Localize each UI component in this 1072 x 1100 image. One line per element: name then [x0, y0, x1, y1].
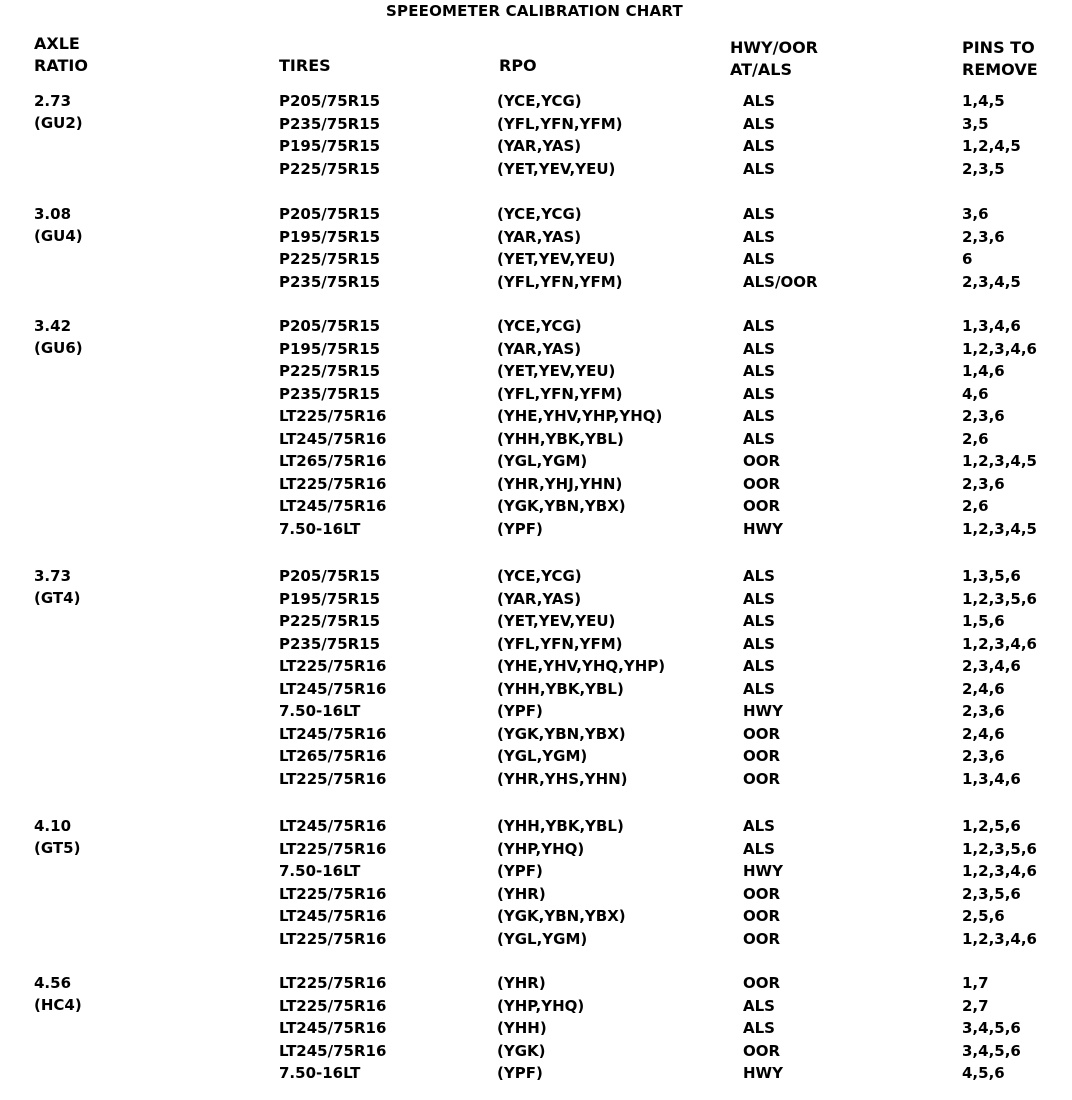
- table-row: [0, 271, 1072, 293]
- pins-cell: 1,2,3,5,6: [962, 589, 1037, 608]
- table-row: [0, 905, 1072, 927]
- hwy-oor-cell: ALS/OOR: [743, 272, 818, 291]
- table-row: [0, 158, 1072, 180]
- tire-cell: P205/75R15: [279, 317, 381, 335]
- table-row: [0, 972, 1072, 994]
- pins-cell: 1,2,3,4,5: [962, 519, 1037, 538]
- axle-ratio-code: (GU2): [34, 114, 83, 132]
- pins-cell: 4,6: [962, 384, 989, 403]
- table-row: [0, 315, 1072, 337]
- pins-cell: 1,7: [962, 974, 989, 992]
- rpo-cell: (YGK,YBN,YBX): [497, 724, 626, 743]
- table-row: [0, 405, 1072, 427]
- tire-cell: LT265/75R16: [279, 747, 387, 765]
- tire-cell: P195/75R15: [279, 137, 381, 155]
- rpo-cell: (YGK): [497, 1041, 546, 1060]
- header-axle-line1: AXLE: [34, 34, 80, 53]
- rpo-cell: (YHR): [497, 974, 546, 992]
- hwy-oor-cell: ALS: [743, 317, 775, 335]
- tire-cell: P195/75R15: [279, 589, 381, 608]
- tire-cell: LT245/75R16: [279, 817, 387, 835]
- table-row: [0, 860, 1072, 882]
- rpo-cell: (YHP,YHQ): [497, 839, 585, 858]
- table-row: [0, 768, 1072, 790]
- tire-cell: 7.50-16LT: [279, 862, 361, 880]
- pins-cell: 2,3,4,5: [962, 272, 1021, 291]
- tire-cell: 7.50-16LT: [279, 702, 361, 720]
- pins-cell: 1,5,6: [962, 612, 1005, 630]
- hwy-oor-cell: OOR: [743, 884, 781, 903]
- tire-cell: P195/75R15: [279, 339, 381, 358]
- pins-cell: 1,2,3,4,5: [962, 452, 1037, 470]
- hwy-oor-cell: ALS: [743, 114, 775, 133]
- table-row: [0, 450, 1072, 472]
- tire-cell: LT245/75R16: [279, 1019, 387, 1037]
- rpo-cell: (YPF): [497, 702, 543, 720]
- pins-cell: 1,2,3,4,6: [962, 339, 1037, 358]
- rpo-cell: (YET,YEV,YEU): [497, 250, 616, 268]
- pins-cell: 2,6: [962, 429, 989, 448]
- header-pins-to-remove: [962, 37, 1038, 81]
- table-row: [0, 883, 1072, 905]
- axle-ratio-code: (GU6): [34, 339, 83, 357]
- hwy-oor-cell: OOR: [743, 1041, 781, 1060]
- hwy-oor-cell: ALS: [743, 679, 775, 698]
- pins-cell: 1,2,4,5: [962, 137, 1021, 155]
- hwy-oor-cell: ALS: [743, 839, 775, 858]
- rpo-cell: (YET,YEV,YEU): [497, 362, 616, 380]
- tire-cell: LT245/75R16: [279, 497, 387, 515]
- rpo-cell: (YFL,YFN,YFM): [497, 634, 623, 653]
- table-row: [0, 90, 1072, 112]
- hwy-oor-cell: ALS: [743, 159, 775, 178]
- pins-cell: 6: [962, 250, 973, 268]
- table-row: [0, 1017, 1072, 1039]
- pins-cell: 1,2,3,4,6: [962, 862, 1037, 880]
- tire-cell: P225/75R15: [279, 362, 381, 380]
- hwy-oor-cell: ALS: [743, 567, 775, 585]
- axle-ratio-value: 3.42: [34, 317, 72, 335]
- axle-ratio-value: 4.10: [34, 817, 72, 835]
- rpo-cell: (YGL,YGM): [497, 929, 588, 948]
- rpo-cell: (YGK,YBN,YBX): [497, 907, 626, 925]
- rpo-cell: (YHR): [497, 884, 546, 903]
- table-row: [0, 338, 1072, 360]
- pins-cell: 2,7: [962, 996, 989, 1015]
- tire-cell: LT245/75R16: [279, 679, 387, 698]
- table-row: [0, 473, 1072, 495]
- pins-cell: 2,5,6: [962, 907, 1005, 925]
- hwy-oor-cell: OOR: [743, 497, 781, 515]
- rpo-cell: (YGL,YGM): [497, 747, 588, 765]
- hwy-oor-cell: OOR: [743, 452, 781, 470]
- pins-cell: 2,3,6: [962, 474, 1005, 493]
- hwy-oor-cell: HWY: [743, 702, 783, 720]
- rpo-cell: (YAR,YAS): [497, 589, 582, 608]
- tire-cell: P225/75R15: [279, 250, 381, 268]
- hwy-oor-cell: ALS: [743, 339, 775, 358]
- table-row: [0, 723, 1072, 745]
- tire-cell: P225/75R15: [279, 612, 381, 630]
- axle-ratio-value: 3.08: [34, 205, 72, 223]
- hwy-oor-cell: OOR: [743, 907, 781, 925]
- hwy-oor-cell: ALS: [743, 634, 775, 653]
- hwy-oor-cell: ALS: [743, 205, 775, 223]
- table-row: [0, 248, 1072, 270]
- axle-ratio-code: (GT4): [34, 589, 81, 607]
- table-row: [0, 135, 1072, 157]
- tire-cell: LT225/75R16: [279, 839, 387, 858]
- table-row: [0, 226, 1072, 248]
- hwy-oor-cell: ALS: [743, 429, 775, 448]
- pins-cell: 1,2,5,6: [962, 817, 1021, 835]
- tire-cell: LT225/75R16: [279, 996, 387, 1015]
- hwy-oor-cell: OOR: [743, 724, 781, 743]
- header-hwy-line2: AT/ALS: [730, 60, 792, 79]
- hwy-oor-cell: OOR: [743, 474, 781, 493]
- table-row: [0, 428, 1072, 450]
- tire-cell: P205/75R15: [279, 205, 381, 223]
- header-axle-ratio: [34, 33, 88, 77]
- rpo-cell: (YCE,YCG): [497, 567, 582, 585]
- tire-cell: LT225/75R16: [279, 657, 387, 675]
- hwy-oor-cell: ALS: [743, 996, 775, 1015]
- pins-cell: 2,3,5: [962, 159, 1005, 178]
- table-row: [0, 203, 1072, 225]
- hwy-oor-cell: ALS: [743, 384, 775, 403]
- tire-cell: LT225/75R16: [279, 974, 387, 992]
- pins-cell: 1,4,5: [962, 92, 1005, 110]
- axle-ratio-value: 3.73: [34, 567, 72, 585]
- tire-cell: P225/75R15: [279, 159, 381, 178]
- rpo-cell: (YAR,YAS): [497, 227, 582, 246]
- pins-cell: 3,4,5,6: [962, 1041, 1021, 1060]
- rpo-cell: (YHE,YHV,YHQ,YHP): [497, 657, 666, 675]
- header-axle-line2: RATIO: [34, 56, 88, 75]
- rpo-cell: (YCE,YCG): [497, 205, 582, 223]
- pins-cell: 2,3,6: [962, 407, 1005, 425]
- pins-cell: 3,6: [962, 205, 989, 223]
- pins-cell: 1,4,6: [962, 362, 1005, 380]
- rpo-cell: (YHR,YHS,YHN): [497, 769, 628, 788]
- pins-cell: 3,5: [962, 114, 989, 133]
- tire-cell: LT245/75R16: [279, 907, 387, 925]
- rpo-cell: (YAR,YAS): [497, 339, 582, 358]
- rpo-cell: (YAR,YAS): [497, 137, 582, 155]
- table-row: [0, 360, 1072, 382]
- header-rpo: RPO: [499, 56, 537, 75]
- pins-cell: 1,2,3,5,6: [962, 839, 1037, 858]
- pins-cell: 2,3,5,6: [962, 884, 1021, 903]
- pins-cell: 2,6: [962, 497, 989, 515]
- rpo-cell: (YPF): [497, 862, 543, 880]
- hwy-oor-cell: ALS: [743, 657, 775, 675]
- pins-cell: 2,3,6: [962, 227, 1005, 246]
- pins-cell: 1,3,4,6: [962, 317, 1021, 335]
- pins-cell: 1,2,3,4,6: [962, 929, 1037, 948]
- table-row: [0, 113, 1072, 135]
- table-row: [0, 1062, 1072, 1084]
- rpo-cell: (YPF): [497, 519, 543, 538]
- rpo-cell: (YHH,YBK,YBL): [497, 817, 624, 835]
- table-row: [0, 678, 1072, 700]
- rpo-cell: (YET,YEV,YEU): [497, 159, 616, 178]
- hwy-oor-cell: HWY: [743, 519, 783, 538]
- table-row: [0, 495, 1072, 517]
- axle-ratio-code: (GT5): [34, 839, 81, 857]
- tire-cell: LT225/75R16: [279, 407, 387, 425]
- hwy-oor-cell: OOR: [743, 974, 781, 992]
- tire-cell: P205/75R15: [279, 92, 381, 110]
- table-row: [0, 588, 1072, 610]
- tire-cell: P195/75R15: [279, 227, 381, 246]
- hwy-oor-cell: ALS: [743, 362, 775, 380]
- tire-cell: 7.50-16LT: [279, 1064, 361, 1082]
- hwy-oor-cell: OOR: [743, 769, 781, 788]
- tire-cell: P235/75R15: [279, 272, 381, 291]
- axle-ratio-code: (HC4): [34, 996, 82, 1014]
- rpo-cell: (YHH,YBK,YBL): [497, 679, 624, 698]
- rpo-cell: (YHH): [497, 1019, 547, 1037]
- table-row: [0, 518, 1072, 540]
- rpo-cell: (YHE,YHV,YHP,YHQ): [497, 407, 663, 425]
- table-row: [0, 1040, 1072, 1062]
- hwy-oor-cell: ALS: [743, 589, 775, 608]
- rpo-cell: (YHR,YHJ,YHN): [497, 474, 623, 493]
- rpo-cell: (YHP,YHQ): [497, 996, 585, 1015]
- table-row: [0, 610, 1072, 632]
- tire-cell: LT245/75R16: [279, 429, 387, 448]
- hwy-oor-cell: ALS: [743, 817, 775, 835]
- tire-cell: LT225/75R16: [279, 884, 387, 903]
- table-row: [0, 928, 1072, 950]
- hwy-oor-cell: HWY: [743, 1064, 783, 1082]
- rpo-cell: (YGK,YBN,YBX): [497, 497, 626, 515]
- tire-cell: P235/75R15: [279, 384, 381, 403]
- hwy-oor-cell: OOR: [743, 747, 781, 765]
- tire-cell: LT265/75R16: [279, 452, 387, 470]
- hwy-oor-cell: ALS: [743, 407, 775, 425]
- pins-cell: 2,4,6: [962, 679, 1005, 698]
- axle-ratio-code: (GU4): [34, 227, 83, 245]
- hwy-oor-cell: ALS: [743, 137, 775, 155]
- pins-cell: 1,2,3,4,6: [962, 634, 1037, 653]
- header-pins-line2: REMOVE: [962, 60, 1038, 79]
- hwy-oor-cell: HWY: [743, 862, 783, 880]
- pins-cell: 2,4,6: [962, 724, 1005, 743]
- header-tires: TIRES: [279, 56, 331, 75]
- table-row: [0, 995, 1072, 1017]
- chart-title: SPEEOMETER CALIBRATION CHART: [386, 2, 683, 20]
- header-hwy-line1: HWY/OOR: [730, 38, 818, 57]
- pins-cell: 2,3,6: [962, 747, 1005, 765]
- table-row: [0, 633, 1072, 655]
- rpo-cell: (YHH,YBK,YBL): [497, 429, 624, 448]
- rpo-cell: (YET,YEV,YEU): [497, 612, 616, 630]
- pins-cell: 1,3,5,6: [962, 567, 1021, 585]
- pins-cell: 1,3,4,6: [962, 769, 1021, 788]
- hwy-oor-cell: ALS: [743, 92, 775, 110]
- rpo-cell: (YFL,YFN,YFM): [497, 114, 623, 133]
- rpo-cell: (YGL,YGM): [497, 452, 588, 470]
- tire-cell: P235/75R15: [279, 114, 381, 133]
- table-row: [0, 565, 1072, 587]
- hwy-oor-cell: OOR: [743, 929, 781, 948]
- rpo-cell: (YPF): [497, 1064, 543, 1082]
- pins-cell: 3,4,5,6: [962, 1019, 1021, 1037]
- table-row: [0, 655, 1072, 677]
- tire-cell: LT225/75R16: [279, 769, 387, 788]
- tire-cell: 7.50-16LT: [279, 519, 361, 538]
- tire-cell: LT225/75R16: [279, 929, 387, 948]
- table-row: [0, 745, 1072, 767]
- hwy-oor-cell: ALS: [743, 1019, 775, 1037]
- pins-cell: 2,3,6: [962, 702, 1005, 720]
- rpo-cell: (YCE,YCG): [497, 92, 582, 110]
- rpo-cell: (YFL,YFN,YFM): [497, 272, 623, 291]
- axle-ratio-value: 2.73: [34, 92, 72, 110]
- pins-cell: 4,5,6: [962, 1064, 1005, 1082]
- axle-ratio-value: 4.56: [34, 974, 72, 992]
- pins-cell: 2,3,4,6: [962, 657, 1021, 675]
- hwy-oor-cell: ALS: [743, 250, 775, 268]
- tire-cell: P235/75R15: [279, 634, 381, 653]
- table-row: [0, 815, 1072, 837]
- tire-cell: LT225/75R16: [279, 474, 387, 493]
- rpo-cell: (YCE,YCG): [497, 317, 582, 335]
- rpo-cell: (YFL,YFN,YFM): [497, 384, 623, 403]
- table-row: [0, 383, 1072, 405]
- hwy-oor-cell: ALS: [743, 612, 775, 630]
- tire-cell: LT245/75R16: [279, 1041, 387, 1060]
- tire-cell: P205/75R15: [279, 567, 381, 585]
- hwy-oor-cell: ALS: [743, 227, 775, 246]
- header-hwy-oor: [730, 37, 818, 81]
- table-row: [0, 838, 1072, 860]
- tire-cell: LT245/75R16: [279, 724, 387, 743]
- header-pins-line1: PINS TO: [962, 38, 1035, 57]
- table-row: [0, 700, 1072, 722]
